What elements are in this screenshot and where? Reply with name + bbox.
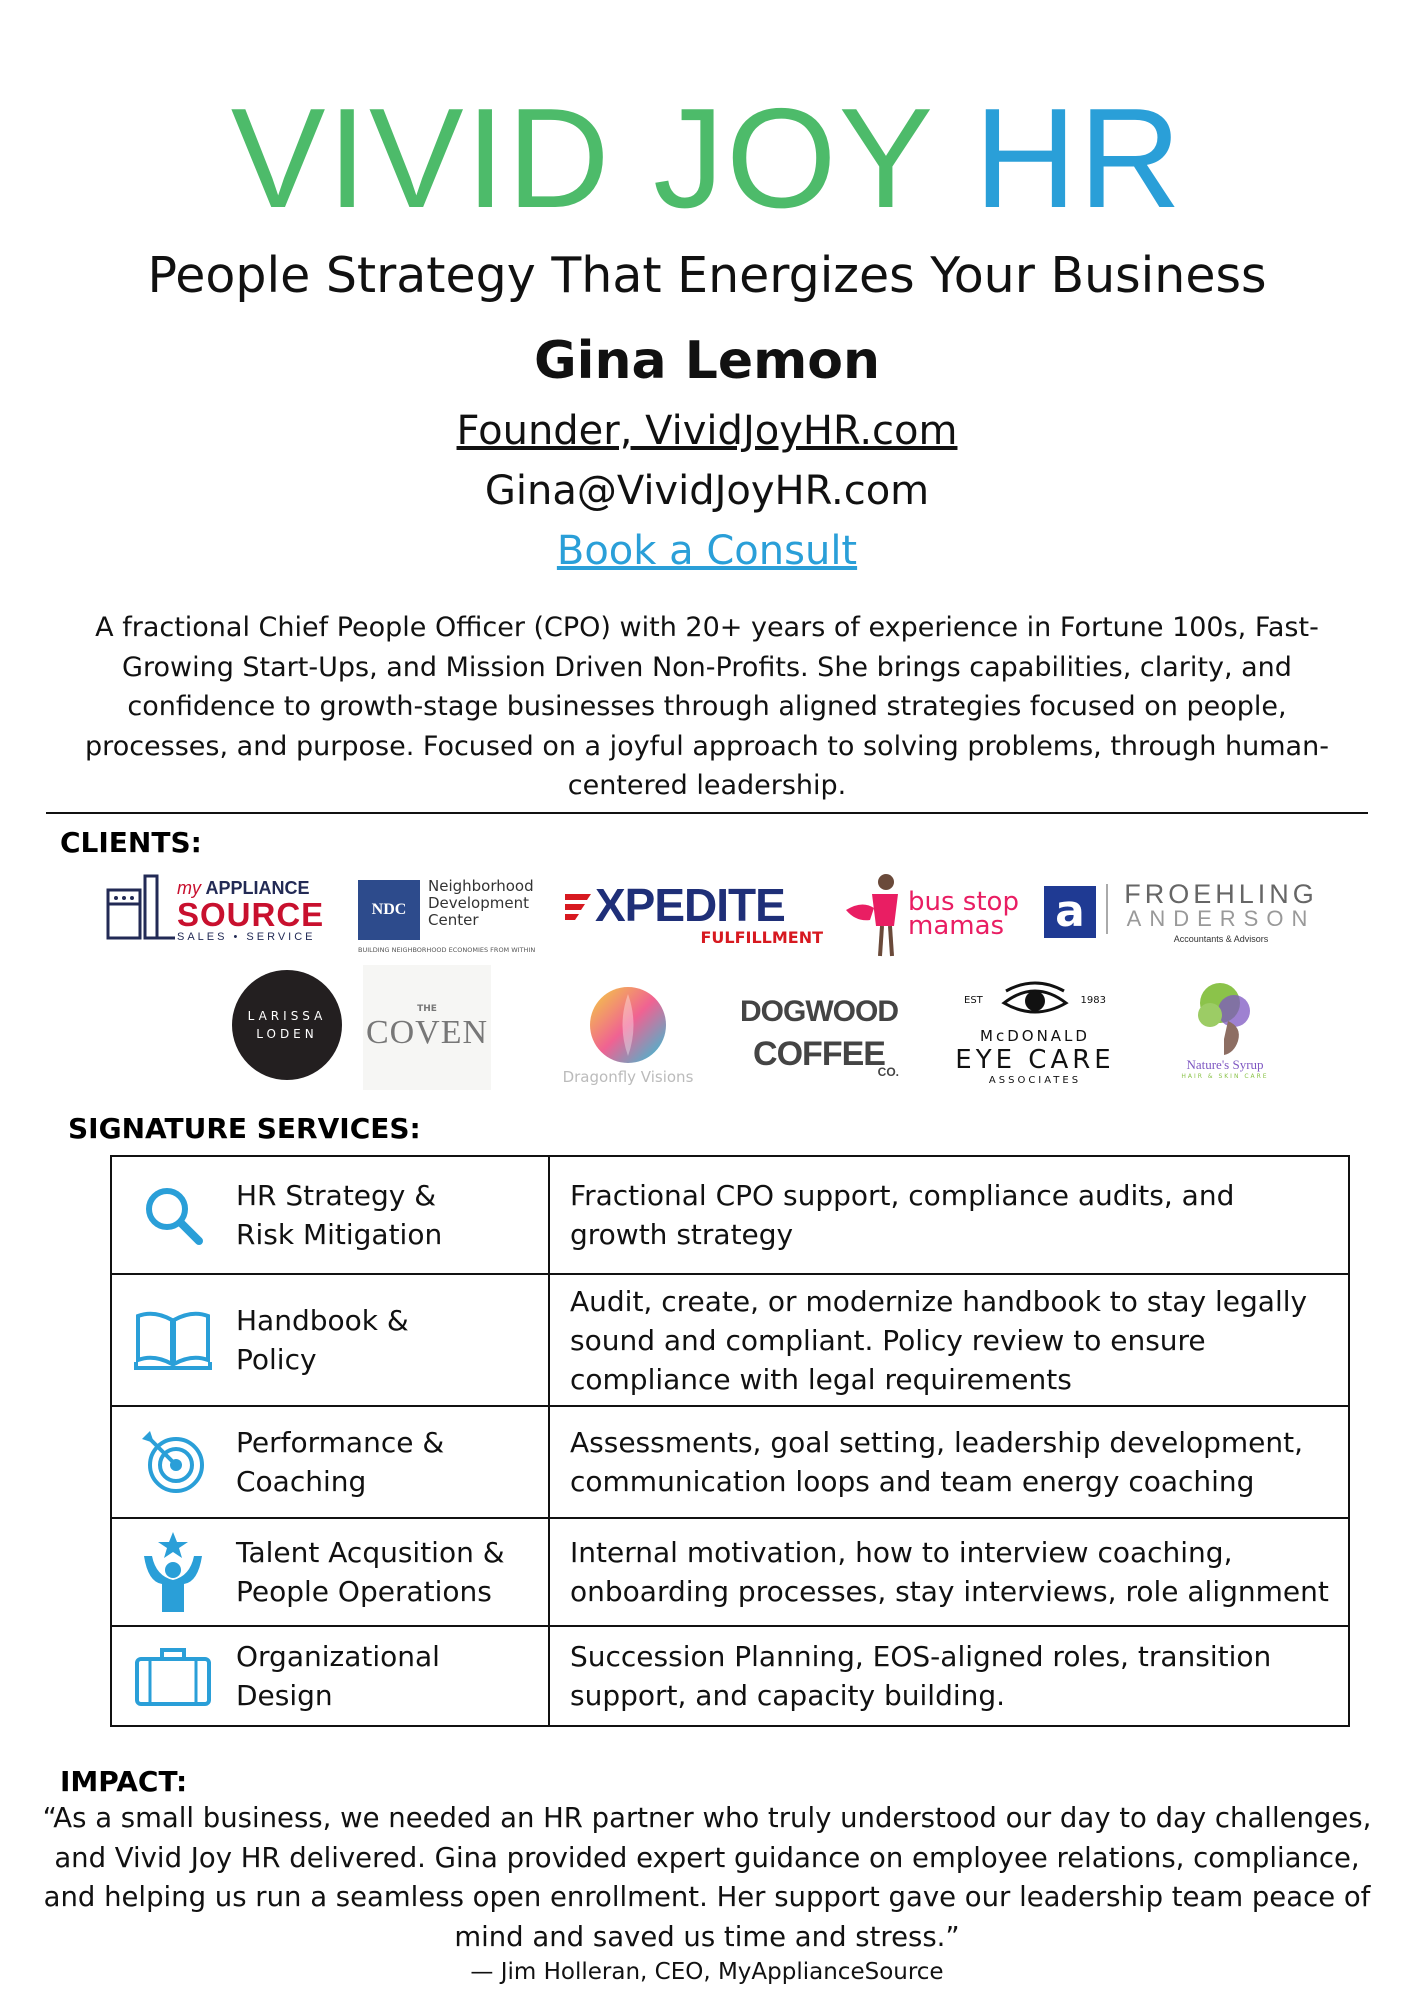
ndc-badge: NDC <box>358 880 420 940</box>
tagline: People Strategy That Energizes Your Business <box>147 247 1267 304</box>
email-address[interactable]: Gina@VividJoyHR.com <box>484 468 930 514</box>
service-row <box>111 1626 1349 1726</box>
magnifier-icon <box>132 1174 214 1256</box>
service-row <box>111 1406 1349 1518</box>
logo-text: LODEN <box>256 1027 318 1041</box>
logo-text: my <box>177 878 201 898</box>
bio-paragraph: A fractional Chief People Officer (CPO) with 20+ years of experience in Fortune 100s, Fast-Growing Start-Ups, and Mission Driven Non-Profits. She brings capabilities, clarity, and confidence to growth-stage businesses through aligned strategies focused on people, processes, and purpose. Focused on a joyful approach to solving problems, through human-centered leadership. <box>85 612 1329 801</box>
logo-text: bus stop <box>908 887 1019 917</box>
client-logo-xpedite <box>565 880 827 950</box>
logo-text: XPEDITE <box>595 880 785 931</box>
briefcase-icon <box>132 1635 214 1717</box>
service-description: Audit, create, or modernize handbook to stay legally sound and compliant. Policy review to ensure compliance with legal requirements <box>549 1274 1349 1406</box>
logo-text: SALES • SERVICE <box>177 931 316 943</box>
testimonial-quote: “As a small business, we needed an HR partner who truly understood our day to day challenges, and Vivid Joy HR delivered. Gina provided expert guidance on employee relations, compliance, and helping us run a seamless open enrollment. Her support gave our leadership team peace of mind and saved us time and stress.” <box>42 1802 1372 1953</box>
book-icon <box>132 1299 214 1381</box>
founder-link[interactable]: Founder, VividJoyHR.com <box>456 408 958 454</box>
logo-text: CO. <box>877 1065 899 1079</box>
logo-separator <box>1106 884 1108 934</box>
service-name: Organizational Design <box>236 1640 440 1712</box>
service-description: Internal motivation, how to interview coaching, onboarding processes, stay interviews, role alignment <box>549 1518 1349 1626</box>
service-row <box>111 1518 1349 1626</box>
logo-text: McDONALD <box>980 1027 1090 1045</box>
client-logo-mcdonald-eye-care <box>940 975 1130 1090</box>
logo-text: Accountants & Advisors <box>1173 934 1269 944</box>
logo-text: Nature's Syrup <box>1186 1057 1264 1072</box>
logo-text: Neighborhood <box>428 878 534 895</box>
logo-text: FULFILLMENT <box>700 928 823 947</box>
service-row <box>111 1274 1349 1406</box>
services-heading: SIGNATURE SERVICES: <box>68 1112 421 1145</box>
client-logo-the-coven <box>363 965 491 1090</box>
logo-text: 1983 <box>1080 995 1106 1006</box>
service-name: HR Strategy & Risk Mitigation <box>236 1179 443 1251</box>
client-logo-larissa-loden <box>232 970 342 1080</box>
logo-text: SOURCE <box>177 896 325 933</box>
section-divider <box>46 812 1368 814</box>
tree-head-icon <box>1190 981 1260 1057</box>
logo-text: ASSOCIATES <box>988 1075 1082 1086</box>
client-logo-bus-stop-mamas <box>842 870 1032 960</box>
eye-icon <box>1000 981 1070 1021</box>
logo-hr: HR <box>974 79 1184 238</box>
impact-heading: IMPACT: <box>60 1765 188 1798</box>
service-description: Succession Planning, EOS-aligned roles, transition support, and capacity building. <box>549 1626 1349 1726</box>
testimonial-attribution: — Jim Holleran, CEO, MyApplianceSource <box>470 1959 944 1985</box>
service-name-cell <box>111 1406 549 1518</box>
service-name: Handbook & Policy <box>236 1304 409 1376</box>
service-name: Talent Acqusition & People Operations <box>236 1536 505 1608</box>
logo-text: COFFEE <box>753 1035 885 1073</box>
service-description: Fractional CPO support, compliance audits, and growth strategy <box>549 1156 1349 1274</box>
client-logo-ndc <box>356 878 552 958</box>
logo-text: DOGWOOD <box>740 995 898 1028</box>
book-consult-link[interactable]: Book a Consult <box>556 528 858 574</box>
mama-figure-icon <box>842 870 904 958</box>
logo-text: Development <box>428 894 529 912</box>
target-icon <box>132 1421 214 1503</box>
dragonfly-icon <box>589 986 667 1064</box>
logo-text: mamas <box>908 911 1005 941</box>
service-name-cell <box>111 1518 549 1626</box>
person-star-icon <box>132 1531 214 1613</box>
logo-text: Dragonfly Visions <box>562 1067 694 1086</box>
logo-text: THE <box>417 1003 437 1014</box>
logo-text: FROEHLING <box>1124 880 1318 909</box>
logo-text: BUILDING NEIGHBORHOOD ECONOMIES FROM WITHIN <box>358 946 536 954</box>
logo-text: EYE CARE <box>955 1045 1115 1075</box>
logo-text: ANDERSON <box>1126 906 1316 931</box>
logo-text: Center <box>428 911 479 929</box>
client-logo-dogwood-coffee <box>733 978 905 1088</box>
person-name: Gina Lemon <box>533 331 881 391</box>
logo-text: LARISSA <box>247 1009 327 1023</box>
client-logo-froehling-anderson <box>1044 880 1324 952</box>
service-name-cell <box>111 1626 549 1726</box>
logo-vivid-joy: VIVID JOY <box>230 79 975 238</box>
logo-text: COVEN <box>365 1013 489 1051</box>
service-row <box>111 1156 1349 1274</box>
clients-heading: CLIENTS: <box>60 826 202 859</box>
services-table <box>110 1155 1350 1727</box>
client-logo-dragonfly-visions <box>548 978 708 1093</box>
service-name: Performance & Coaching <box>236 1426 445 1498</box>
service-description: Assessments, goal setting, leadership development, communication loops and team energy coaching <box>549 1406 1349 1518</box>
logo-text: HAIR & SKIN CARE <box>1181 1073 1269 1080</box>
service-name-cell <box>111 1274 549 1406</box>
froehling-a-icon: a <box>1044 886 1096 938</box>
logo-text: EST <box>964 995 983 1006</box>
client-logo-natures-syrup <box>1160 968 1290 1093</box>
client-logo-my-appliance-source <box>105 870 340 952</box>
service-name-cell <box>111 1156 549 1274</box>
brand-logo <box>0 79 1414 238</box>
logo-text: APPLIANCE <box>205 878 310 898</box>
